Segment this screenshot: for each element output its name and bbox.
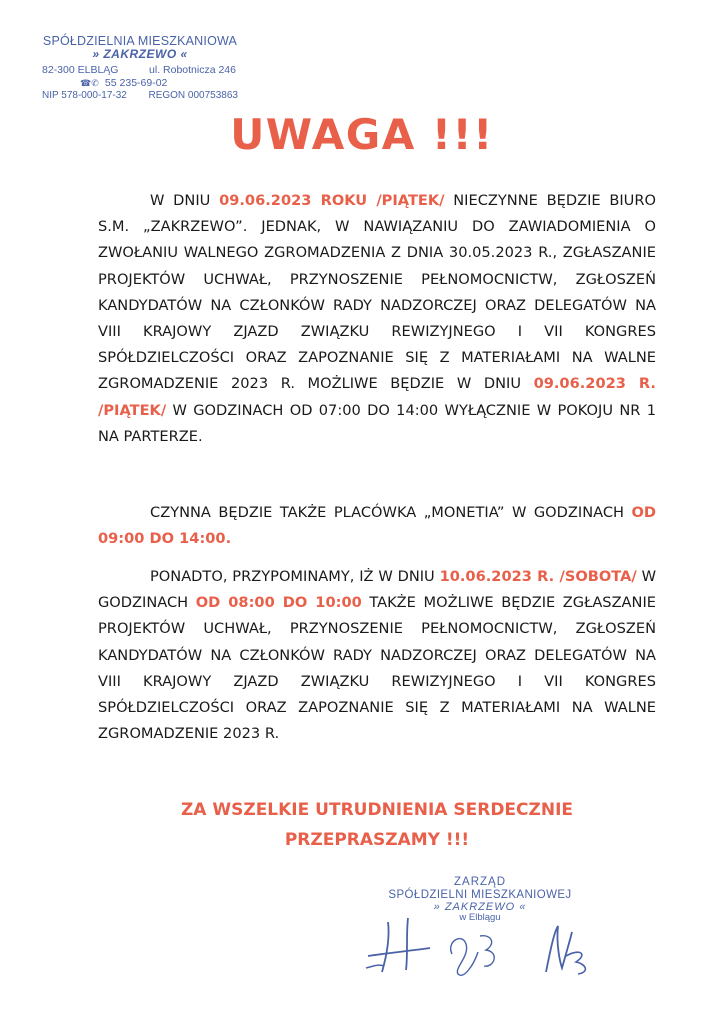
signature-mark — [444, 924, 514, 980]
stamp-organization: SPÓŁDZIELNIA MIESZKANIOWA — [42, 34, 238, 48]
closing-apology — [98, 795, 656, 855]
p3-hours: OD 08:00 DO 10:00 — [195, 594, 362, 612]
p3-text-1: PONADTO, PRZYPOMINAMY, IŻ W DNIU — [150, 568, 440, 585]
p2-text-1: CZYNNA BĘDZIE TAKŻE PLACÓWKA „MONETIA” W GODZINACH — [150, 504, 632, 521]
footer-stamp-line-4: w Elblągu — [459, 912, 501, 924]
phone-icon: ☎✆ — [80, 78, 99, 89]
p3-date: 10.06.2023 R. /SOBOTA/ — [439, 568, 637, 585]
footer-stamp-line-3: » ZAKRZEWO « — [433, 901, 527, 914]
p1-date-1: 09.06.2023 ROKU /PIĄTEK/ — [219, 192, 445, 209]
footer-stamp-line-1: ZARZĄD — [454, 876, 506, 888]
p1-date-2: 09.06.2023 R. /PIĄTEK/ — [98, 375, 656, 419]
stamp-phone: 55 235-69-02 — [104, 77, 168, 90]
stamp-name: » ZAKRZEWO « — [92, 47, 188, 62]
stamp-nip: NIP 578-000-17-32 — [42, 90, 127, 102]
paragraph-2 — [98, 500, 656, 552]
p3-text-2: W GODZINACH — [98, 568, 656, 612]
closing-line-2: PRZEPRASZAMY !!! — [284, 830, 470, 850]
closing-line-1: ZA WSZELKIE UTRUDNIENIA SERDECZNIE — [180, 800, 574, 820]
p2-hours: OD 09:00 DO 14:00. — [98, 504, 656, 548]
stamp-street: ul. Robotnicza 246 — [149, 64, 236, 77]
p1-text-1: W DNIU — [150, 192, 220, 209]
stamp-postal-city: 82-300 ELBLĄG — [42, 64, 119, 77]
signature-mark — [360, 908, 450, 978]
signature-mark — [536, 918, 596, 980]
stamp-regon: REGON 000753863 — [148, 90, 238, 102]
stamp-address — [40, 64, 240, 76]
stamp-phone-line — [40, 77, 240, 89]
footer-stamp-line-2: SPÓŁDZIELNI MIESZKANIOWEJ — [388, 888, 572, 901]
paragraph-3 — [98, 564, 656, 747]
paragraph-1 — [98, 188, 656, 450]
stamp-ids — [42, 90, 238, 102]
page-title: UWAGA !!! — [230, 110, 494, 159]
p1-text-2: NIECZYNNE BĘDZIE BIURO S.M. „ZAKRZEWO”. JEDNAK, W NAWIĄZANIU DO ZAWIADOMIENIA O ZWOŁANIU WALNEGO ZGROMADZENIA Z DNIA 30.05.2023 R., ZGŁASZANIE PROJEKTÓW UCHWAŁ, PRZYNOSZENIE PEŁNOMOCNICTW, ZGŁOSZEŃ KANDYDATÓW NA CZŁONKÓW RADY NADZORCZEJ ORAZ DELEGATÓW NA VIII KRAJOWY ZJAZD ZWIĄZKU REWIZYJNEGO I VII KONGRES SPÓŁDZIELCZOŚCI ORAZ ZAPOZNANIE SIĘ Z MATERIAŁAMI NA WALNE ZGROMADZENIE 2023 R. MOŻLIWE BĘDZIE W DNIU — [98, 192, 656, 393]
p3-text-3: TAKŻE MOŻLIWE BĘDZIE ZGŁASZANIE PROJEKTÓW UCHWAŁ, PRZYNOSZENIE PEŁNOMOCNICTW, ZGŁOSZEŃ KANDYDATÓW NA CZŁONKÓW RADY NADZORCZEJ ORAZ DELEGATÓW NA VIII KRAJOWY ZJAZD ZWIĄZKU REWIZYJNEGO I VII KONGRES SPÓŁDZIELCZOŚCI ORAZ ZAPOZNANIE SIĘ Z MATERIAŁAMI NA WALNE ZGROMADZENIE 2023 R. — [98, 594, 656, 743]
header-stamp — [40, 34, 240, 102]
p1-text-3: W GODZINACH OD 07:00 DO 14:00 WYŁĄCZNIE W POKOJU NR 1 NA PARTERZE. — [98, 401, 656, 445]
